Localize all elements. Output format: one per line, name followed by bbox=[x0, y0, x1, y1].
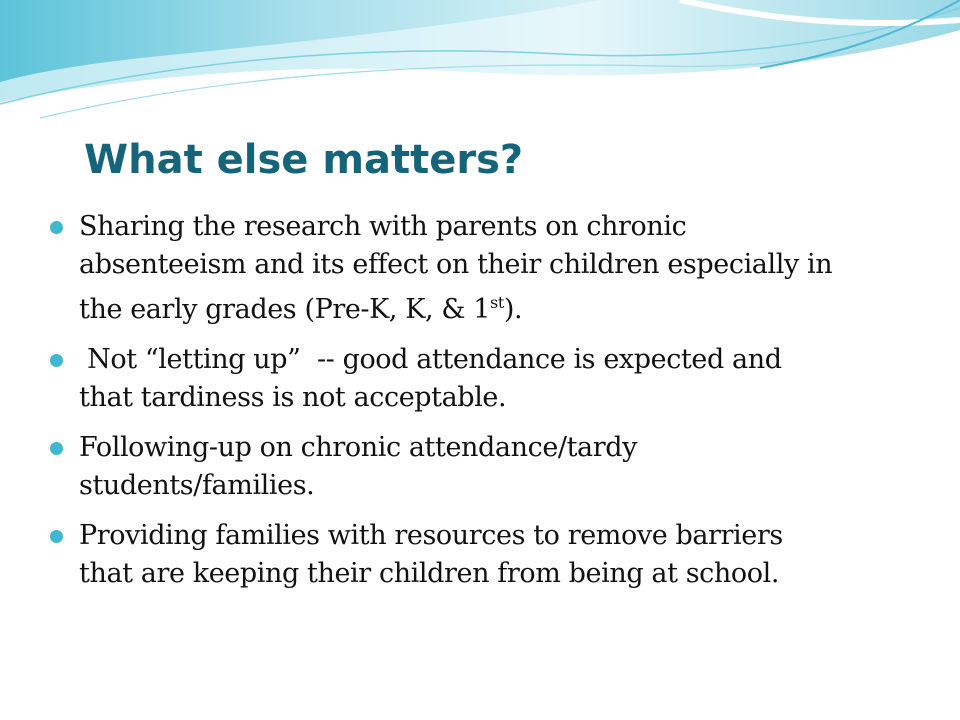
bullet-item-2 bbox=[50, 341, 930, 417]
bullet-text-part: the early grades (Pre-K, K, & 1 bbox=[79, 294, 491, 325]
bullet-text-line: Providing families with resources to remove barriers bbox=[79, 520, 783, 551]
bullet-dot-icon bbox=[50, 530, 63, 543]
bullet-text-line: students/families. bbox=[79, 470, 315, 501]
bullet-dot-icon bbox=[50, 221, 63, 234]
bullet-text-line: Sharing the research with parents on chronic bbox=[79, 211, 687, 242]
bullet-dot-icon bbox=[50, 354, 63, 367]
bullet-item-4 bbox=[50, 517, 930, 593]
bullet-text-line: that tardiness is not acceptable. bbox=[79, 382, 507, 413]
decorative-wave-header bbox=[0, 0, 960, 130]
bullet-text-line: that are keeping their children from being at school. bbox=[79, 558, 780, 589]
ordinal-superscript: st bbox=[490, 293, 504, 312]
bullet-text-line: Not “letting up” -- good attendance is expected and bbox=[79, 344, 782, 375]
bullet-item-1 bbox=[50, 208, 930, 329]
bullet-item-3 bbox=[50, 429, 930, 505]
bullet-text-line bbox=[79, 284, 930, 329]
bullet-text-line: Following-up on chronic attendance/tardy bbox=[79, 432, 637, 463]
bullet-dot-icon bbox=[50, 442, 63, 455]
bullet-list bbox=[50, 208, 930, 605]
slide-title: What else matters? bbox=[84, 137, 524, 183]
bullet-text-line: absenteeism and its effect on their children especially in bbox=[79, 249, 833, 280]
bullet-text-part: ). bbox=[503, 294, 523, 325]
